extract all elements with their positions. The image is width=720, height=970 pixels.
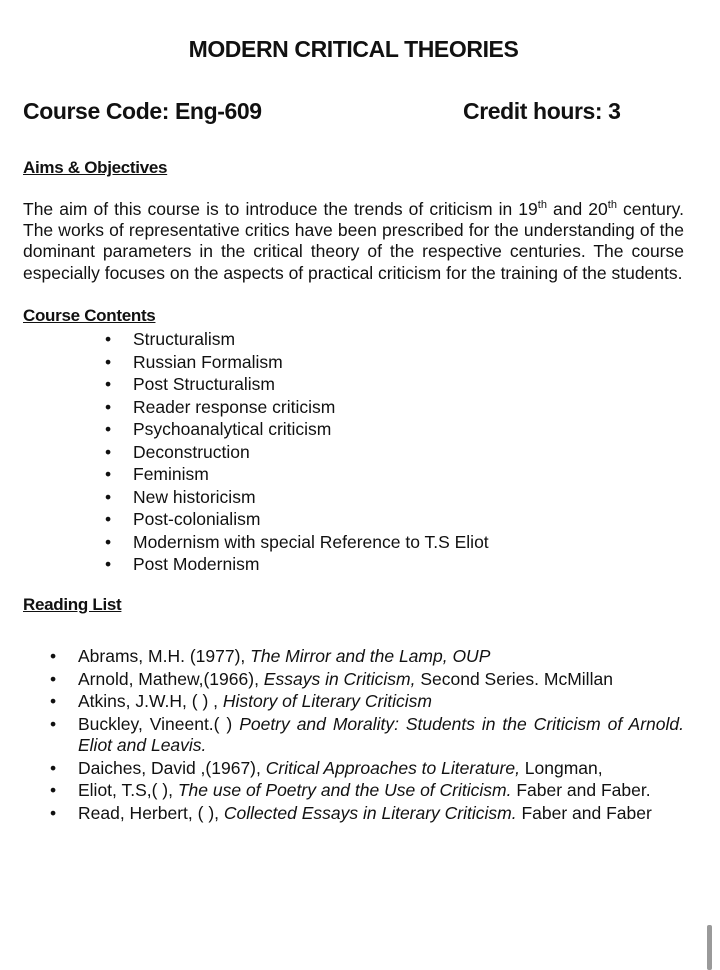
list-item	[23, 463, 489, 486]
reading-author: Read, Herbert, ( ),	[78, 802, 224, 823]
aims-text-part: The aim of this course is to introduce the trends of criticism in 19	[23, 199, 538, 219]
bullet-icon: •	[50, 668, 57, 689]
bullet-icon: •	[105, 374, 112, 394]
reading-title: Essays in Criticism,	[263, 668, 416, 689]
reading-title: Poetry and Morality: Students in the Criticism of Arnold. Eliot and Leavis.	[78, 713, 685, 755]
reading-list-heading: Reading List	[23, 595, 122, 614]
reading-item	[23, 646, 684, 668]
course-code: Course Code: Eng-609	[23, 98, 262, 124]
aims-heading: Aims & Objectives	[23, 158, 168, 177]
list-item-text: Post Structuralism	[133, 374, 275, 394]
list-item-text: Deconstruction	[133, 441, 250, 462]
bullet-icon: •	[105, 531, 112, 552]
list-item-text: Reader response criticism	[133, 396, 336, 417]
list-item	[23, 373, 489, 396]
reading-publisher: Faber and Faber	[516, 802, 652, 823]
reading-item	[23, 758, 684, 780]
reading-item	[23, 691, 684, 713]
document-title: MODERN CRITICAL THEORIES	[188, 36, 519, 62]
list-item	[23, 441, 489, 464]
bullet-icon: •	[105, 329, 112, 349]
bullet-icon: •	[105, 464, 112, 484]
superscript: th	[537, 199, 547, 212]
bullet-icon: •	[105, 396, 112, 417]
list-item	[23, 531, 489, 554]
list-item-text: Feminism	[133, 464, 209, 484]
bullet-icon: •	[50, 780, 57, 800]
reading-author: Eliot, T.S,( ),	[78, 780, 178, 800]
bullet-icon: •	[105, 509, 112, 529]
list-item-text: Modernism with special Reference to T.S Eliot	[133, 531, 489, 552]
scrollbar-thumb[interactable]	[707, 925, 712, 970]
list-item	[23, 418, 489, 441]
list-item	[23, 553, 489, 576]
list-item-text: Post-colonialism	[133, 509, 261, 529]
reading-list	[23, 646, 684, 825]
list-item	[23, 396, 489, 419]
bullet-icon: •	[105, 351, 112, 372]
bullet-icon: •	[105, 441, 112, 462]
reading-item	[23, 780, 684, 802]
reading-title: The use of Poetry and the Use of Criticism.	[177, 780, 512, 800]
reading-title: Collected Essays in Literary Criticism.	[223, 802, 517, 823]
reading-item	[23, 714, 684, 757]
superscript: th	[607, 199, 617, 212]
list-item-text: Post Modernism	[133, 554, 260, 574]
contents-heading: Course Contents	[23, 306, 156, 325]
reading-item	[23, 803, 684, 825]
reading-publisher: Faber and Faber.	[511, 780, 651, 800]
list-item	[23, 508, 489, 531]
reading-publisher: Second Series. McMillan	[415, 668, 613, 689]
list-item-text: Structuralism	[133, 329, 236, 349]
reading-author: Atkins, J.W.H, ( ) ,	[78, 691, 223, 711]
bullet-icon: •	[50, 646, 57, 666]
aims-text-part: century. The works of representative critics have been prescribed for the understanding of the dominant parameters in the critical theory of the respective centuries. The course especially focuses on the aspects of practical criticism for the training of the students.	[23, 199, 684, 283]
reading-author: Abrams, M.H. (1977),	[78, 646, 251, 666]
reading-title: The Mirror and the Lamp, OUP	[250, 646, 491, 666]
reading-title: History of Literary Criticism	[222, 691, 432, 711]
list-item-text: Psychoanalytical criticism	[133, 419, 332, 439]
bullet-icon: •	[50, 802, 57, 823]
bullet-icon: •	[50, 757, 57, 778]
aims-text-part: and 20	[546, 199, 608, 219]
reading-publisher: Longman,	[519, 757, 603, 778]
list-item	[23, 486, 489, 509]
list-item-text: Russian Formalism	[133, 351, 283, 372]
reading-title: Critical Approaches to Literature,	[265, 757, 520, 778]
bullet-icon: •	[50, 713, 57, 734]
list-item	[23, 351, 489, 374]
aims-paragraph	[23, 199, 684, 284]
bullet-icon: •	[50, 691, 57, 711]
list-item-text: New historicism	[133, 486, 256, 507]
course-contents-list	[23, 328, 489, 576]
reading-author: Arnold, Mathew,(1966),	[78, 668, 264, 689]
bullet-icon: •	[105, 486, 112, 507]
reading-author: Buckley, Vineent.( )	[78, 713, 240, 734]
list-item	[23, 328, 489, 351]
credit-hours: Credit hours: 3	[463, 98, 621, 124]
reading-author: Daiches, David ,(1967),	[78, 757, 266, 778]
bullet-icon: •	[105, 419, 112, 439]
reading-item	[23, 669, 684, 691]
bullet-icon: •	[105, 554, 112, 574]
